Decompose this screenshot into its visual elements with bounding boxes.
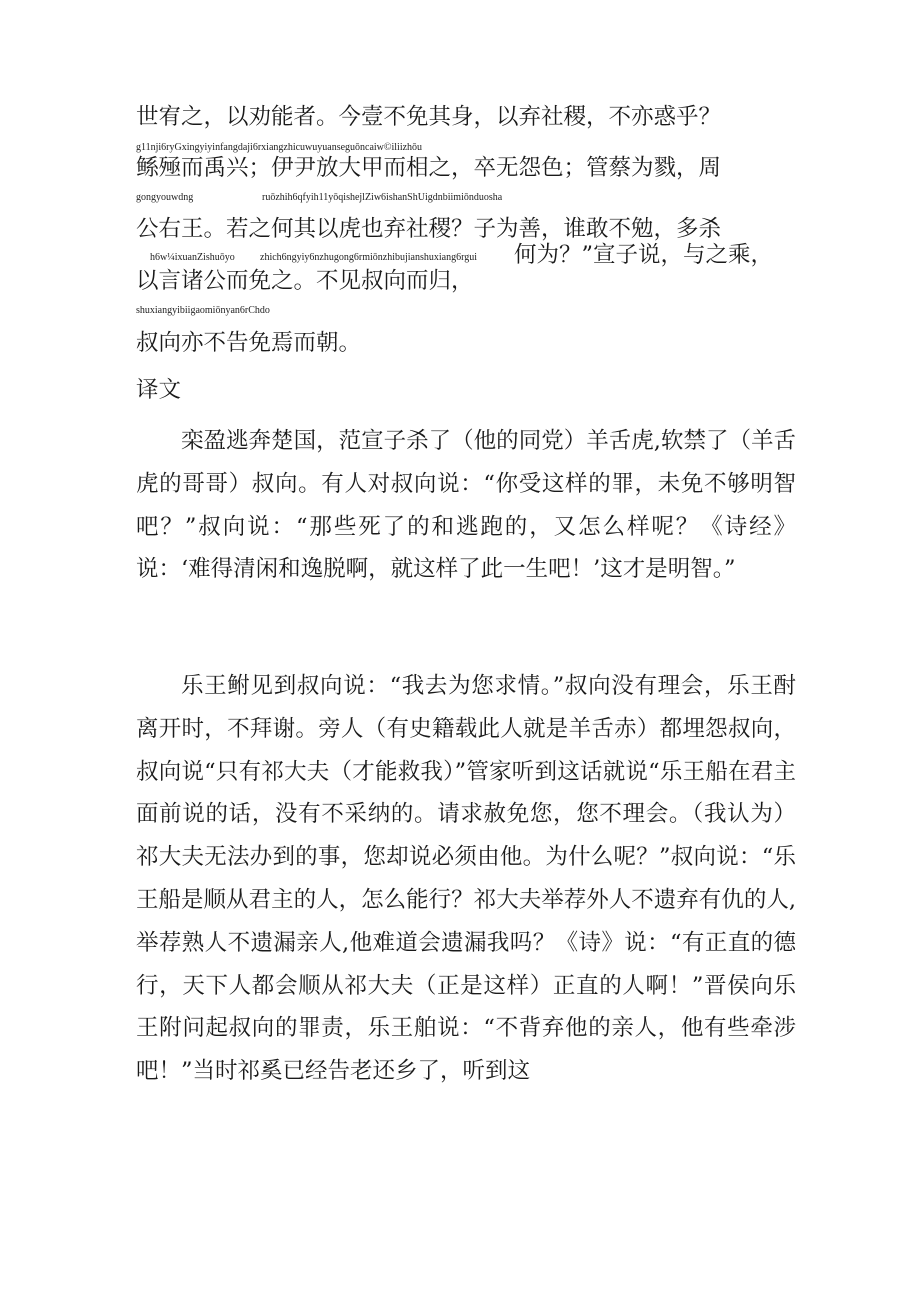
pinyin-line: h6w¼ixuanZishuōyo xyxy=(150,252,235,263)
pinyin-line: shuxiangyibiigaomiōnyan6rChdo xyxy=(136,305,270,316)
pinyin-line: gongyouwdng xyxy=(136,192,194,203)
pinyin-line: zhich6ngyiy6nzhugong6rmiōnzhibujianshuxiang6rgui xyxy=(260,252,478,263)
classical-line: 以言诸公而免之。不见叔向而归， xyxy=(136,268,474,294)
classical-line: 鲧殛而禹兴；伊尹放大甲而相之，卒无怨色；管蔡为戮，周 xyxy=(136,155,722,181)
classical-line: 何为？”宣子说，与之乘， xyxy=(514,242,774,268)
translation-paragraph: 乐王鲋见到叔向说：“我去为您求情。”叔向没有理会，乐王酎离开时，不拜谢。旁人（有史籍载此人就是羊舌赤）都埋怨叔向，叔向说“只有祁大夫（才能救我）”管家听到这话就说“乐王船在君主面前说的话，没有不采纳的。请求赦免您，您不理会。（我认为）祁大夫无法办到的事，您却说必须由他。为什么呢？”叔向说：“乐王船是顺从君主的人，怎么能行？祁大夫举荐外人不遗弃有仇的人,举荐熟人不遗漏亲人,他难道会遗漏我吗？《诗》说：“有正直的德行，天下人都会顺从祁大夫（正是这样）正直的人啊！”晋侯向乐王附问起叔向的罪责，乐王舶说：“不背弃他的亲人，他有些牵涉吧！”当时祁奚已经告老还乡了，听到这 xyxy=(136,673,796,1085)
classical-line: 世宥之，以劝能者。今壹不免其身，以弃社稷，不亦惑乎？ xyxy=(136,104,722,130)
pinyin-line: ruōzhih6qfyih11yōqishejlZiw6ishanShUigdnbiimiōnduosha xyxy=(262,192,503,203)
classical-line: 公右王。若之何其以虎也弃社稷？子为善，谁敢不勉，多杀 xyxy=(136,216,722,242)
translation-paragraph: 栾盈逃奔楚国，范宣子杀了（他的同党）羊舌虎,软禁了（羊舌虎的哥哥）叔向。有人对叔向说：“你受这样的罪，未免不够明智吧？”叔向说：“那些死了的和逃跑的，又怎么样呢？《诗经》说：‘难得清闲和逸脱啊，就这样了此一生吧！’这才是明智。” xyxy=(136,428,796,583)
translation-heading: 译文 xyxy=(136,377,182,403)
pinyin-line: g11nji6ryGxingyiyinfangdaji6rxiangzhicuwuyuanseguōncaiw©iliizhōu xyxy=(136,142,423,153)
classical-line: 叔向亦不告免焉而朝。 xyxy=(136,330,362,356)
